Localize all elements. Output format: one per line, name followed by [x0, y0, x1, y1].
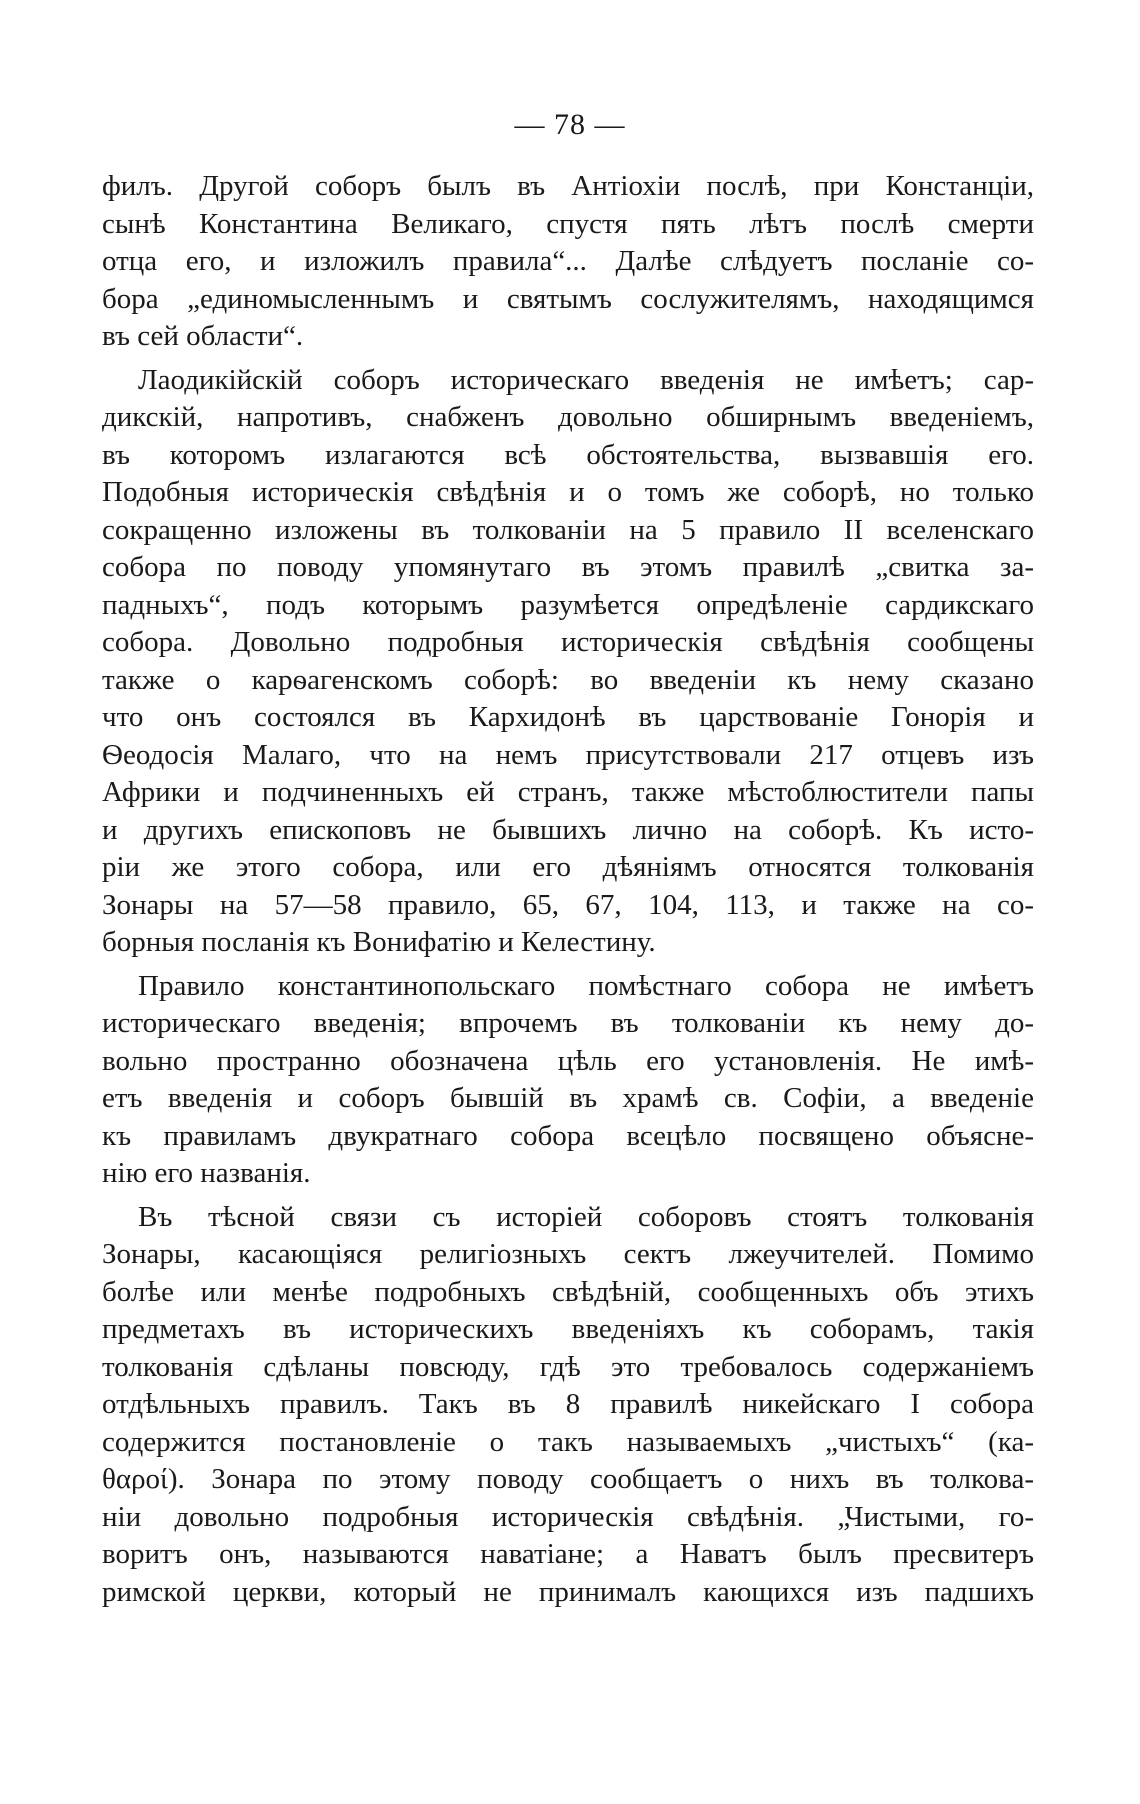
text-line: римской церкви, который не принималъ кающихся изъ падшихъ [102, 1575, 1034, 1608]
page-number: — 78 — [514, 108, 626, 141]
text-line: отца его, и изложилъ правила“... Далѣе слѣдуетъ посланіе со- [102, 245, 1034, 277]
paragraph-1 [102, 168, 1034, 356]
text-line: падныхъ“, подъ которымъ разумѣется опредѣленіе сардикскаго [102, 588, 1034, 621]
text-line: Африки и подчиненныхъ ей странъ, также мѣстоблюстители папы [102, 776, 1034, 808]
text-line: Зонары на 57—58 правило, 65, 67, 104, 113, и также на со- [102, 888, 1034, 921]
text-line: толкованія сдѣланы повсюду, гдѣ это требовалось содержаніемъ [102, 1350, 1034, 1383]
text-line: предметахъ въ историческихъ введеніяхъ къ соборамъ, такія [102, 1313, 1034, 1345]
text-line: филъ. Другой соборъ былъ въ Антіохіи послѣ, при Констанціи, [102, 170, 1034, 202]
text-line: воритъ онъ, называются наватіане; а Наватъ былъ пресвитеръ [102, 1538, 1034, 1570]
text-line: и другихъ епископовъ не бывшихъ лично на соборѣ. Къ исто- [102, 813, 1034, 846]
text-line: етъ введенія и соборъ бывшій въ храмѣ св. Софіи, а введеніе [102, 1082, 1034, 1114]
text-line: вольно пространно обозначена цѣль его установленія. Не имѣ- [102, 1044, 1034, 1077]
text-line: θαροί). Зонара по этому поводу сообщаетъ о нихъ въ толкова- [102, 1463, 1034, 1495]
text-line: Лаодикійскій соборъ историческаго введенія не имѣетъ; сар- [138, 363, 1034, 396]
text-line: собора. Довольно подробныя историческія свѣдѣнія сообщены [102, 626, 1034, 658]
text-line: Зонары, касающіяся религіозныхъ сектъ лжеучителей. Помимо [102, 1238, 1034, 1270]
text-line: что онъ состоялся въ Кархидонѣ въ царствованіе Гонорія и [102, 701, 1034, 733]
text-line: нію его названія. [102, 1157, 311, 1189]
text-line: борныя посланія къ Вонифатію и Келестину. [102, 926, 656, 958]
text-line: ніи довольно подробныя историческія свѣдѣнія. „Чистыми, го- [102, 1500, 1034, 1533]
paragraph-3 [102, 968, 1034, 1193]
text-line: въ которомъ излагаются всѣ обстоятельства, вызвавшія его. [102, 438, 1034, 471]
text-line: Подобныя историческія свѣдѣнія и о томъ же соборѣ, но только [102, 476, 1034, 508]
text-line: дикскій, напротивъ, снабженъ довольно обширнымъ введеніемъ, [102, 401, 1034, 433]
text-line: историческаго введенія; впрочемъ въ толкованіи къ нему до- [102, 1007, 1034, 1039]
text-line: Правило константинопольскаго помѣстнаго собора не имѣетъ [138, 969, 1034, 1002]
text-line: содержится постановленіе о такъ называемыхъ „чистыхъ“ (ка- [102, 1425, 1034, 1458]
page-body-text [102, 168, 1034, 1617]
text-line: собора по поводу упомянутаго въ этомъ правилѣ „свитка за- [102, 551, 1034, 583]
text-line: къ правиламъ двукратнаго собора всецѣло посвящено объясне- [102, 1119, 1034, 1152]
text-line: Ѳеодосія Малаго, что на немъ присутствовали 217 отцевъ изъ [102, 738, 1034, 771]
text-line: Въ тѣсной связи съ исторіей соборовъ стоятъ толкованія [138, 1200, 1034, 1233]
text-line: сынѣ Константина Великаго, спустя пять лѣтъ послѣ смерти [102, 207, 1034, 240]
text-line: бора „единомысленнымъ и святымъ сослужителямъ, находящимся [102, 282, 1034, 315]
paragraph-2 [102, 362, 1034, 962]
text-line: ріи же этого собора, или его дѣяніямъ относятся толкованія [102, 851, 1034, 883]
text-line: болѣе или менѣе подробныхъ свѣдѣній, сообщенныхъ объ этихъ [102, 1275, 1034, 1308]
paragraph-4 [102, 1199, 1034, 1612]
text-line: также о карѳагенскомъ соборѣ: во введеніи къ нему сказано [102, 663, 1034, 696]
text-line: въ сей области“. [102, 320, 304, 352]
text-line: сокращенно изложены въ толкованіи на 5 правило II вселенскаго [102, 513, 1034, 546]
text-line: отдѣльныхъ правилъ. Такъ въ 8 правилѣ никейскаго I собора [102, 1388, 1034, 1420]
